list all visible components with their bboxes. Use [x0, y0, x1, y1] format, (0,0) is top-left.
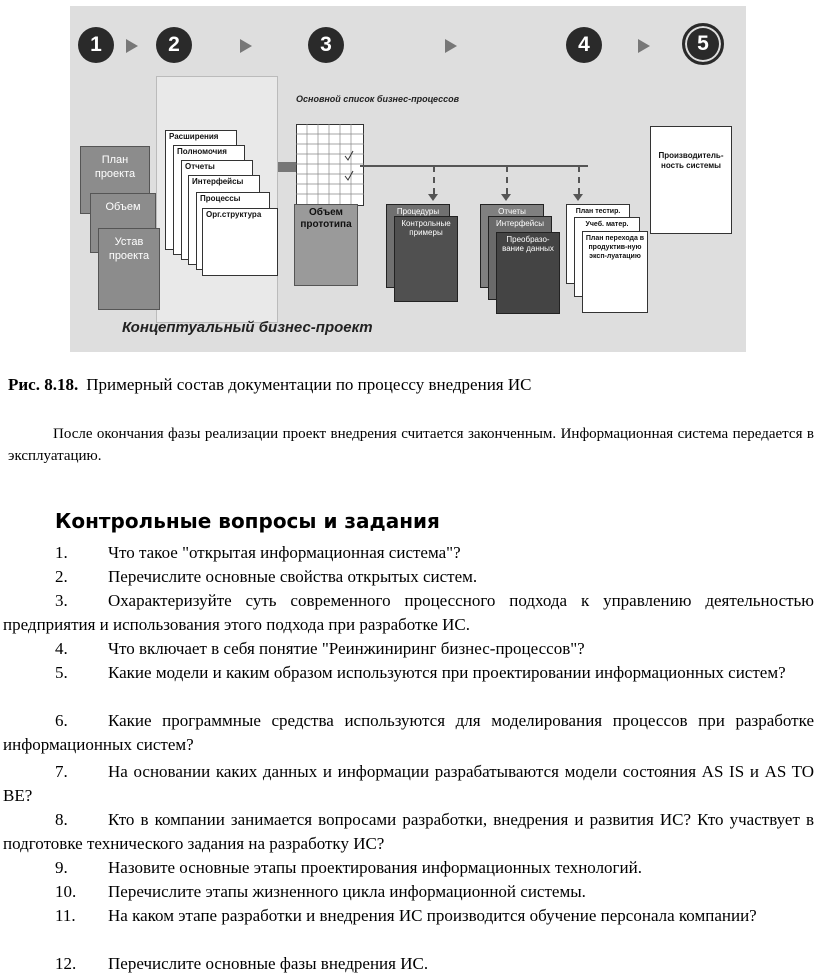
doc-test-cases: Контрольные примеры: [394, 216, 458, 302]
dashed-arrow-icon: [433, 166, 435, 194]
doc-processes: Процессы: [196, 192, 270, 270]
question-text: На основании каких данных и информации разрабатываются модели состояния AS IS и AS TO BE?: [3, 762, 814, 805]
doc-prototype-scope: Объем прототипа: [294, 204, 358, 286]
implementation-docs-figure: [70, 6, 746, 352]
question-text: Кто в компании занимается вопросами разработки, внедрения и развития ИС? Кто участвует в подготовке технического задания на разработку ИС?: [3, 810, 814, 853]
question-text: Какие программные средства используются для моделирования процессов при разработке информационных систем?: [3, 711, 814, 754]
body-paragraph: После окончания фазы реализации проект внедрения считается законченным. Информационная система передается в эксплуатацию.: [8, 426, 814, 464]
question-item: [3, 565, 814, 589]
question-text: Какие модели и каким образом используются при проектировании информационных систем?: [108, 663, 786, 682]
question-number: 8.: [55, 810, 68, 829]
concept-business-project-label: Концептуальный бизнес-проект: [122, 319, 373, 336]
dashed-arrow-icon: [506, 166, 508, 194]
doc-project-charter: Устав проекта: [98, 228, 160, 310]
arrow-right-icon: [445, 39, 457, 53]
arrow-right-icon: [638, 39, 650, 53]
question-item: [3, 589, 814, 637]
question-item: [3, 880, 814, 904]
doc-training-materials: Учеб. матер.: [574, 217, 640, 297]
figure-caption: [8, 375, 531, 395]
question-item: [3, 637, 814, 661]
doc-scope: Объем: [90, 193, 156, 253]
doc-system-performance: Производитель-ность системы: [650, 126, 732, 234]
doc-interfaces: Интерфейсы: [188, 175, 260, 265]
dashed-arrow-tip-icon: [501, 194, 511, 201]
question-text: Перечислите основные свойства открытых систем.: [108, 567, 478, 586]
doc-procedures: Процедуры: [386, 204, 450, 288]
dashed-arrow-tip-icon: [428, 194, 438, 201]
doc-permissions: Полномочия: [173, 145, 245, 255]
question-text: Перечислите этапы жизненного цикла информационной системы.: [108, 882, 586, 901]
dashed-arrow-tip-icon: [573, 194, 583, 201]
doc-project-plan: План проекта: [80, 146, 150, 214]
process-list-title: Основной список бизнес-процессов: [296, 94, 460, 104]
question-item: [3, 856, 814, 880]
doc-test-plan: План тестир.: [566, 204, 630, 284]
section-heading: Контрольные вопросы и задания: [55, 509, 440, 533]
doc-extensions: Расширения: [165, 130, 237, 250]
doc-reports-b: Отчеты: [480, 204, 544, 288]
question-text: Что такое "открытая информационная система"?: [108, 543, 461, 562]
doc-interfaces-b: Интерфейсы: [488, 216, 552, 300]
process-connector-line: [360, 165, 588, 167]
question-text: На каком этапе разработки и внедрения ИС производится обучение персонала компании?: [108, 906, 757, 925]
question-number: 1.: [55, 543, 68, 562]
question-number: 2.: [55, 567, 68, 586]
question-number: 12.: [55, 954, 77, 973]
question-item: [3, 541, 814, 565]
process-grid: [296, 124, 364, 206]
question-number: 9.: [55, 858, 68, 877]
question-number: 5.: [55, 663, 68, 682]
question-item: [3, 904, 814, 928]
question-number: 4.: [55, 639, 68, 658]
question-text: Охарактеризуйте суть современного процессного подхода к управлению деятельностью предприятия и использования этого подхода при разработке ИС.: [3, 591, 814, 634]
step-3-badge: 3: [308, 27, 344, 63]
step-4-badge: 4: [566, 27, 602, 63]
dashed-arrow-icon: [578, 166, 580, 194]
figure-number: Рис. 8.18.: [8, 375, 79, 394]
arrow-right-icon: [240, 39, 252, 53]
question-number: 6.: [55, 711, 68, 730]
step-5-badge: 5: [682, 23, 724, 65]
question-item: [3, 709, 814, 757]
question-number: 7.: [55, 762, 68, 781]
question-text: Перечислите основные фазы внедрения ИС.: [108, 954, 429, 973]
doc-transition-plan: План перехода в продуктив-ную эксп-луатацию: [582, 231, 648, 313]
question-item: [3, 661, 814, 685]
arrow-right-icon: [126, 39, 138, 53]
question-number: 11.: [55, 906, 76, 925]
figure-caption-text: Примерный состав документации по процессу внедрения ИС: [86, 375, 532, 394]
question-number: 3.: [55, 591, 68, 610]
step-1-badge: 1: [78, 27, 114, 63]
question-item: [3, 952, 814, 976]
question-text: Что включает в себя понятие "Реинжиниринг бизнес-процессов"?: [108, 639, 585, 658]
question-item: [3, 808, 814, 856]
doc-data-conversion: Преобразо-вание данных: [496, 232, 560, 314]
doc-reports: Отчеты: [181, 160, 253, 260]
question-number: 10.: [55, 882, 77, 901]
doc-org-structure: Орг.структура: [202, 208, 278, 276]
question-item: [3, 760, 814, 808]
question-text: Назовите основные этапы проектирования информационных технологий.: [108, 858, 642, 877]
step-2-badge: 2: [156, 27, 192, 63]
